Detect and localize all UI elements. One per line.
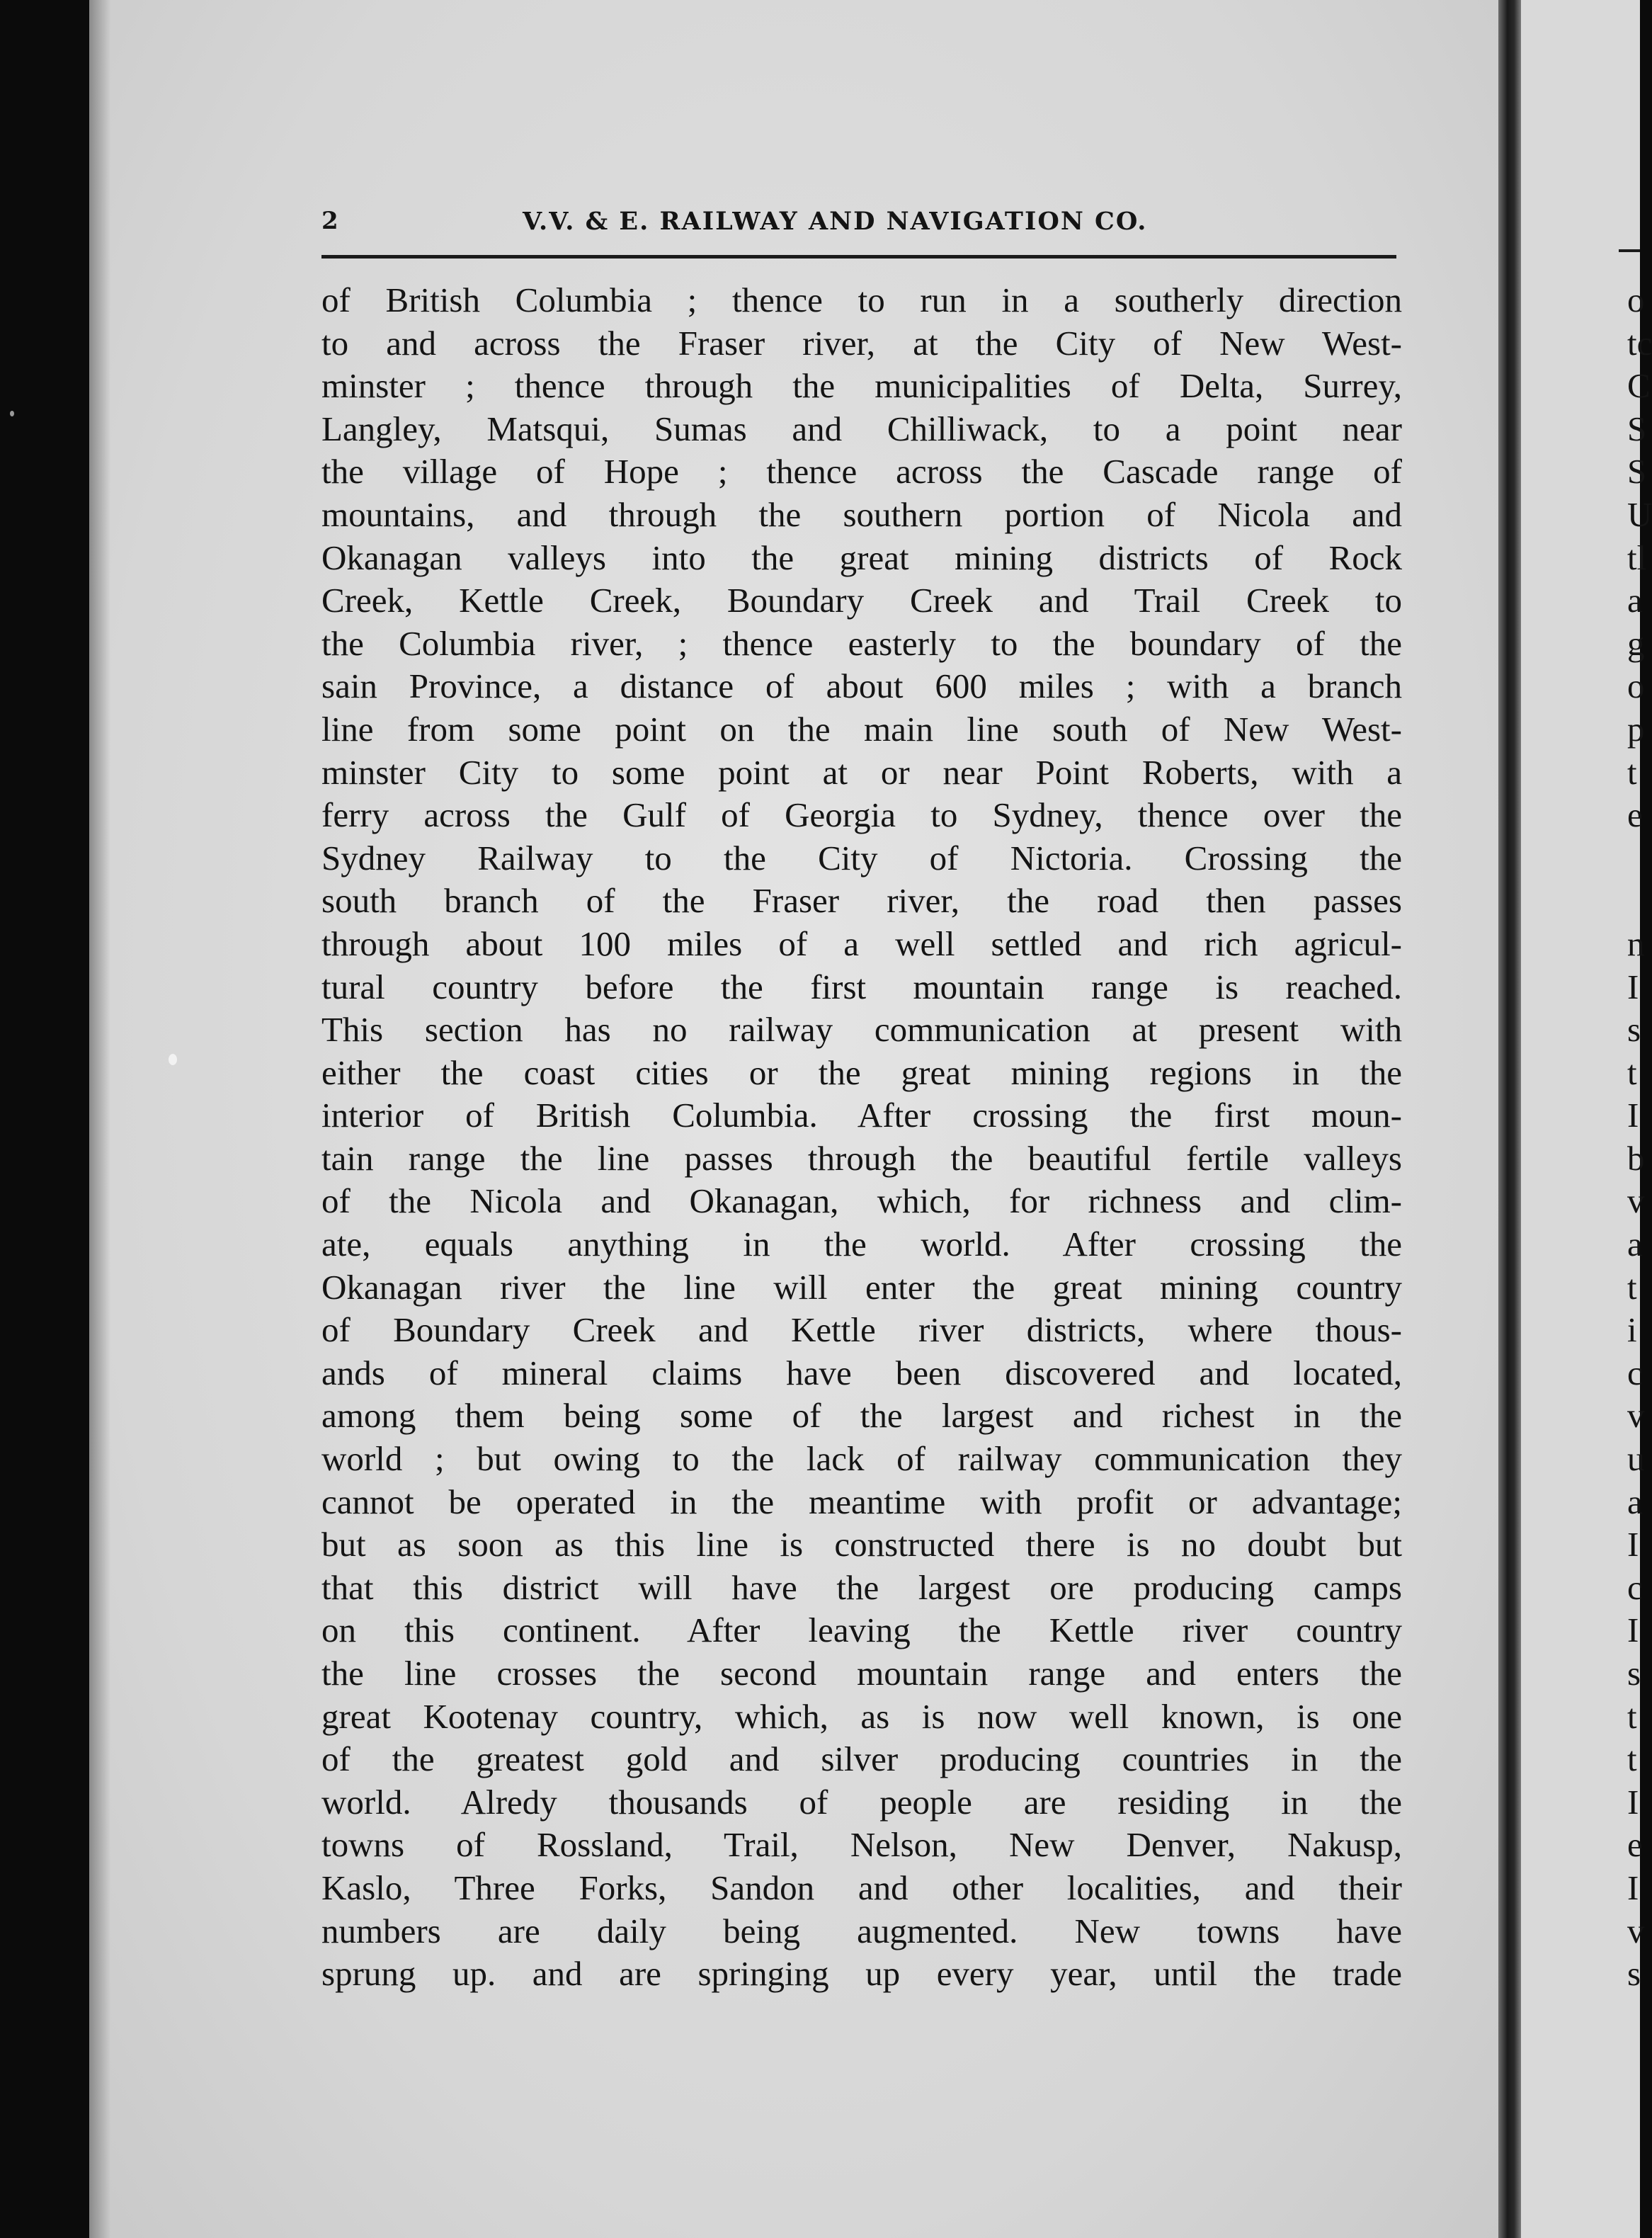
text-fragment: tc <box>1627 323 1652 363</box>
text-line: world ; but owing to the lack of railway communication they <box>321 1439 1402 1479</box>
text-line: numbers are daily being augmented. New towns have <box>321 1911 1402 1950</box>
text-line: minster ; thence through the municipalities of Delta, Surrey, <box>321 366 1402 406</box>
text-fragment: s <box>1627 1954 1641 1994</box>
text-fragment: e <box>1627 1825 1643 1865</box>
text-line: the Columbia river, ; thence easterly to the boundary of the <box>321 623 1402 663</box>
text-fragment <box>1627 837 1640 880</box>
text-fragment: n <box>1627 924 1645 963</box>
text-line: Creek, Kettle Creek, Boundary Creek and Trail Creek to <box>321 581 1402 620</box>
text-fragment: e <box>1627 795 1643 835</box>
text-line: mountains, and through the southern portion of Nicola and <box>321 494 1402 534</box>
text-fragment: C <box>1627 366 1651 406</box>
text-line: of Boundary Creek and Kettle river districts, where thous- <box>321 1310 1402 1350</box>
right-page-text-fragments <box>1627 279 1652 1996</box>
page-edge-shadow <box>89 0 110 2238</box>
text-fragment: tl <box>1627 538 1647 577</box>
text-line: line from some point on the main line south of New West- <box>321 709 1402 749</box>
text-fragment: a <box>1627 581 1643 620</box>
text-fragment: g <box>1627 623 1645 663</box>
text-line: sprung up. and are springing up every year, until the trade <box>321 1954 1402 1994</box>
text-fragment: t <box>1627 1739 1637 1779</box>
text-fragment: v <box>1627 1396 1645 1436</box>
text-fragment: p <box>1627 709 1645 749</box>
text-fragment: a <box>1627 1482 1643 1521</box>
text-line: world. Alredy thousands of people are residing in the <box>321 1782 1402 1822</box>
text-line: Kaslo, Three Forks, Sandon and other localities, and their <box>321 1868 1402 1907</box>
text-line: cannot be operated in the meantime with profit or advantage; <box>321 1482 1402 1521</box>
text-fragment: o <box>1627 666 1645 706</box>
text-line: Sydney Railway to the City of Nictoria. Crossing the <box>321 838 1402 877</box>
text-line: of British Columbia ; thence to run in a southerly direction <box>321 280 1402 319</box>
text-fragment: i <box>1627 1310 1637 1350</box>
text-line: ate, equals anything in the world. After crossing the <box>321 1225 1402 1264</box>
text-fragment: v <box>1627 1181 1645 1221</box>
text-fragment: t <box>1627 752 1637 792</box>
running-head <box>321 204 1395 246</box>
text-line: either the coast cities or the great mining regions in the <box>321 1052 1402 1092</box>
text-fragment: c <box>1627 1567 1643 1607</box>
text-fragment: I <box>1627 1525 1639 1564</box>
text-line: through about 100 miles of a well settled and rich agricul- <box>321 924 1402 963</box>
text-line: minster City to some point at or near Point Roberts, with a <box>321 752 1402 792</box>
text-line: south branch of the Fraser river, the road then passes <box>321 881 1402 921</box>
text-line: This section has no railway communication at present with <box>321 1010 1402 1050</box>
text-line: tural country before the first mountain range is reached. <box>321 967 1402 1006</box>
text-line: to and across the Fraser river, at the City of New West- <box>321 323 1402 363</box>
paper-speck <box>169 1054 177 1065</box>
text-line: that this district will have the largest ore producing camps <box>321 1567 1402 1607</box>
text-fragment: v <box>1627 1911 1645 1950</box>
text-line: the village of Hope ; thence across the Cascade range of <box>321 452 1402 492</box>
text-fragment: I <box>1627 1611 1639 1650</box>
text-fragment: s <box>1627 1010 1641 1050</box>
text-line: great Kootenay country, which, as is now well known, is one <box>321 1696 1402 1736</box>
text-fragment: b <box>1627 1138 1645 1178</box>
text-fragment: c <box>1627 1353 1643 1392</box>
body-text <box>321 279 1402 1996</box>
text-line: Okanagan valleys into the great mining districts of Rock <box>321 538 1402 577</box>
text-line: tain range the line passes through the beautiful fertile valleys <box>321 1138 1402 1178</box>
right-page <box>1521 0 1652 2238</box>
text-fragment: I <box>1627 1868 1639 1907</box>
page-number: 2 <box>321 207 338 235</box>
text-fragment <box>1627 880 1640 923</box>
header-rule <box>321 255 1396 259</box>
text-line: sain Province, a distance of about 600 miles ; with a branch <box>321 666 1402 706</box>
text-line: ferry across the Gulf of Georgia to Sydney, thence over the <box>321 795 1402 835</box>
text-fragment: u <box>1627 1439 1645 1479</box>
text-line: among them being some of the largest and richest in the <box>321 1396 1402 1436</box>
text-line: but as soon as this line is constructed there is no doubt but <box>321 1525 1402 1564</box>
text-fragment: U <box>1627 494 1652 534</box>
header-title: V.V. & E. RAILWAY AND NAVIGATION CO. <box>523 207 1148 236</box>
text-fragment: a <box>1627 1225 1643 1264</box>
text-fragment: I <box>1627 967 1639 1006</box>
text-fragment: t <box>1627 1267 1637 1307</box>
paper-speck <box>10 411 14 416</box>
text-line: of the Nicola and Okanagan, which, for richness and clim- <box>321 1181 1402 1221</box>
text-line: ands of mineral claims have been discovered and located, <box>321 1353 1402 1392</box>
text-fragment: t <box>1627 1052 1637 1092</box>
text-fragment: I <box>1627 1096 1639 1135</box>
text-fragment: s <box>1627 1654 1641 1693</box>
right-page-rule <box>1619 249 1640 252</box>
text-line: towns of Rossland, Trail, Nelson, New Denver, Nakusp, <box>321 1825 1402 1865</box>
text-line: Langley, Matsqui, Sumas and Chilliwack, to a point near <box>321 409 1402 448</box>
text-fragment: t <box>1627 1696 1637 1736</box>
text-fragment: I <box>1627 1782 1639 1822</box>
text-line: the line crosses the second mountain range and enters the <box>321 1654 1402 1693</box>
text-fragment: o <box>1627 280 1645 319</box>
text-line: Okanagan river the line will enter the great mining country <box>321 1267 1402 1307</box>
text-fragment: S <box>1627 409 1647 448</box>
text-line: on this continent. After leaving the Kettle river country <box>321 1611 1402 1650</box>
text-fragment: S <box>1627 452 1647 492</box>
text-line: of the greatest gold and silver producing countries in the <box>321 1739 1402 1779</box>
text-line: interior of British Columbia. After crossing the first moun- <box>321 1096 1402 1135</box>
book-gutter <box>1498 0 1521 2238</box>
